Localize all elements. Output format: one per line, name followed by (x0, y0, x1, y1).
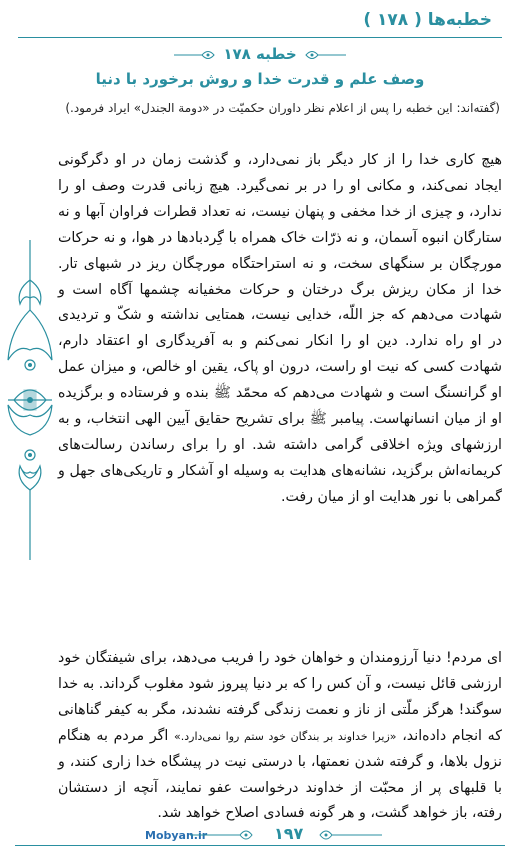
flourish-right-icon (302, 48, 348, 62)
flourish-left-icon (172, 48, 218, 62)
footer-flourish-left-icon (190, 827, 260, 843)
side-ornament-icon (4, 240, 56, 560)
paragraph-2 (58, 646, 502, 827)
running-header-title: خطبه‌ها ( ۱۷۸ ) (363, 10, 492, 30)
footer-flourish-right-icon (312, 827, 382, 843)
paragraph-2-part-b: اگر مردم به هنگام نزول بلاها، و گرفته شدن نعمتها، با درستی نیت در پیشگاه خدا زاری کنند، و با قلبهای پر از محبّت از خداوند درخواست عفو نمایند، آنچه از دستشان رفته، باز خواهد گشت، و هر گونه فسادی اصلاح خواهد شد. (58, 727, 502, 822)
footer-rule (15, 845, 505, 846)
header-rule (18, 37, 502, 38)
paragraph-2-part-a: ای مردم! دنیا آرزومندان و خواهان خود را فریب می‌دهد، برای شیفتگان خود ارزشی قائل نیست، و آن کس را که بر دنیا پیروز شود مغلوب گرداند. به خدا سوگند! هرگز ملّتی از ناز و نعمت زندگی گرفته نشدند، مگر به کیفر گناهانی که انجام داده‌اند، (58, 650, 503, 744)
sermon-subtitle: وصف علم و قدرت خدا و روش برخورد با دنیا (95, 70, 425, 88)
sermon-label: خطبه ۱۷۸ (223, 45, 297, 63)
footer-site[interactable]: Mobyan.ir (145, 829, 208, 842)
sermon-heading (0, 44, 520, 63)
paragraph-2-quote: «زیرا خداوند بر بندگان خود ستم روا نمی‌دارد.» (174, 729, 397, 743)
sermon-intro: (گفته‌اند: این خطبه را پس از اعلام نظر داوران حکمیّت در «دومة الجندل» ایراد فرمود.) (65, 101, 500, 115)
paragraph-1: هیچ کاری خدا را از کار دیگر باز نمی‌دارد، و گذشت زمان در او دگرگونی ایجاد نمی‌کند، و مکانی او را در بر نمی‌گیرد. هیچ زبانی قدرت وصف او را ندارد، و چیزی از خدا مخفی و پنهان نیست، نه تعداد قطرات فراوان آبها و نه ستارگان انبوه آسمان، و نه ذرّات خاک همراه با گِردبادها در هوا، و نه حرکات مورچگان بر سنگهای سخت، و نه استراحتگاه مورچگان ریز در شبهای تار. خدا از مکان ریزش برگ درختان و حرکات مخفیانه چشمها آگاه است و شهادت می‌دهم که جز اللّه، خدایی نیست، همتایی نداشته و شکّ و تردیدی در او راه ندارد. دین او را انکار نمی‌کنم و به آفریدگاری او اعتقاد دارم، شهادت کسی که نیت او راست، درون او پاک، یقین او خالص، و میزان عمل او گرانسنگ است و شهادت می‌دهم که محمّد ﷺ بنده و فرستاده و برگزیده او از میان انسانهاست. پیامبر ﷺ برای تشریح حقایق آیین الهی انتخاب، و به ارزشهای ویژه اخلاقی گرامی داشته شد. او را برای رساندن رسالت‌های کریمانه‌اش برگزید، نشانه‌های هدایت به وسیله او آشکار و تاریکی‌های جهل و گمراهی با نور هدایت او از میان رفت. (58, 152, 502, 505)
page-number: ۱۹۷ (274, 824, 304, 843)
